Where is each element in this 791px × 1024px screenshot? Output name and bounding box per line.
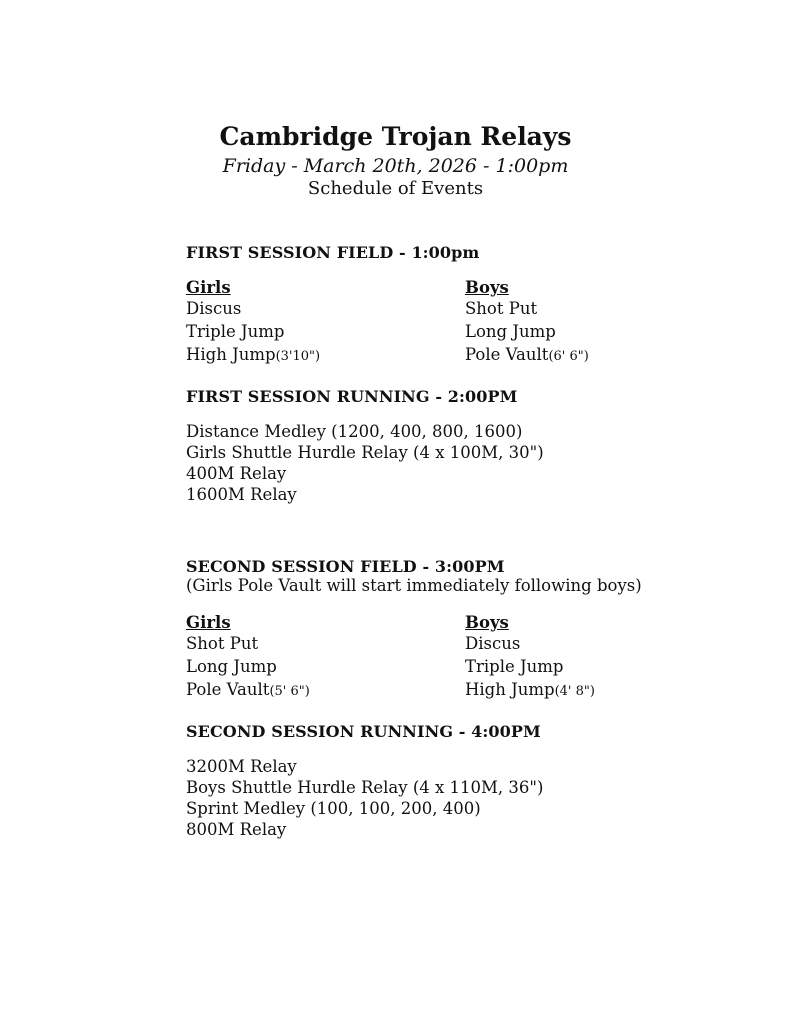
session1-boys-column	[465, 277, 589, 367]
session2-girls-column	[186, 612, 310, 702]
session1-field-heading: FIRST SESSION FIELD - 1:00pm	[186, 243, 480, 262]
session2-running-heading: SECOND SESSION RUNNING - 4:00PM	[186, 722, 541, 741]
list-item: Boys Shuttle Hurdle Relay (4 x 110M, 36")	[186, 778, 544, 797]
event-item: Discus	[186, 299, 242, 318]
session2-field-heading: SECOND SESSION FIELD - 3:00PM	[186, 557, 505, 576]
boys-header: Boys	[465, 278, 509, 297]
session2-field-note: (Girls Pole Vault will start immediately following boys)	[186, 576, 642, 595]
event-item: High Jump(3'10")	[186, 345, 321, 364]
list-item: Sprint Medley (100, 100, 200, 400)	[186, 799, 481, 818]
event-item: Shot Put	[186, 634, 259, 653]
list-item: 400M Relay	[186, 464, 287, 483]
event-item: Pole Vault(6' 6")	[465, 345, 589, 364]
list-item: Distance Medley (1200, 400, 800, 1600)	[186, 422, 523, 441]
list-item: 1600M Relay	[186, 485, 297, 504]
event-item: Triple Jump	[465, 657, 564, 676]
girls-header: Girls	[186, 278, 231, 297]
list-item: Girls Shuttle Hurdle Relay (4 x 100M, 30")	[186, 443, 544, 462]
document-subtitle: Schedule of Events	[307, 178, 484, 199]
session1-running-heading: FIRST SESSION RUNNING - 2:00PM	[186, 387, 518, 406]
event-item: High Jump(4' 8")	[465, 680, 595, 699]
event-item: Long Jump	[186, 657, 277, 676]
event-date-line: Friday - March 20th, 2026 - 1:00pm	[222, 155, 569, 177]
event-item: Triple Jump	[186, 322, 285, 341]
event-item: Pole Vault(5' 6")	[186, 680, 310, 699]
girls-header: Girls	[186, 613, 231, 632]
event-item: Shot Put	[465, 299, 538, 318]
event-item: Discus	[465, 634, 521, 653]
event-item: Long Jump	[465, 322, 556, 341]
list-item: 3200M Relay	[186, 757, 297, 776]
list-item: 800M Relay	[186, 820, 287, 839]
session1-girls-column	[186, 277, 320, 367]
session1-running-list	[186, 421, 544, 505]
boys-header: Boys	[465, 613, 509, 632]
document-title: Cambridge Trojan Relays	[219, 122, 572, 151]
session2-boys-column	[465, 612, 595, 702]
session2-running-list	[186, 756, 543, 840]
